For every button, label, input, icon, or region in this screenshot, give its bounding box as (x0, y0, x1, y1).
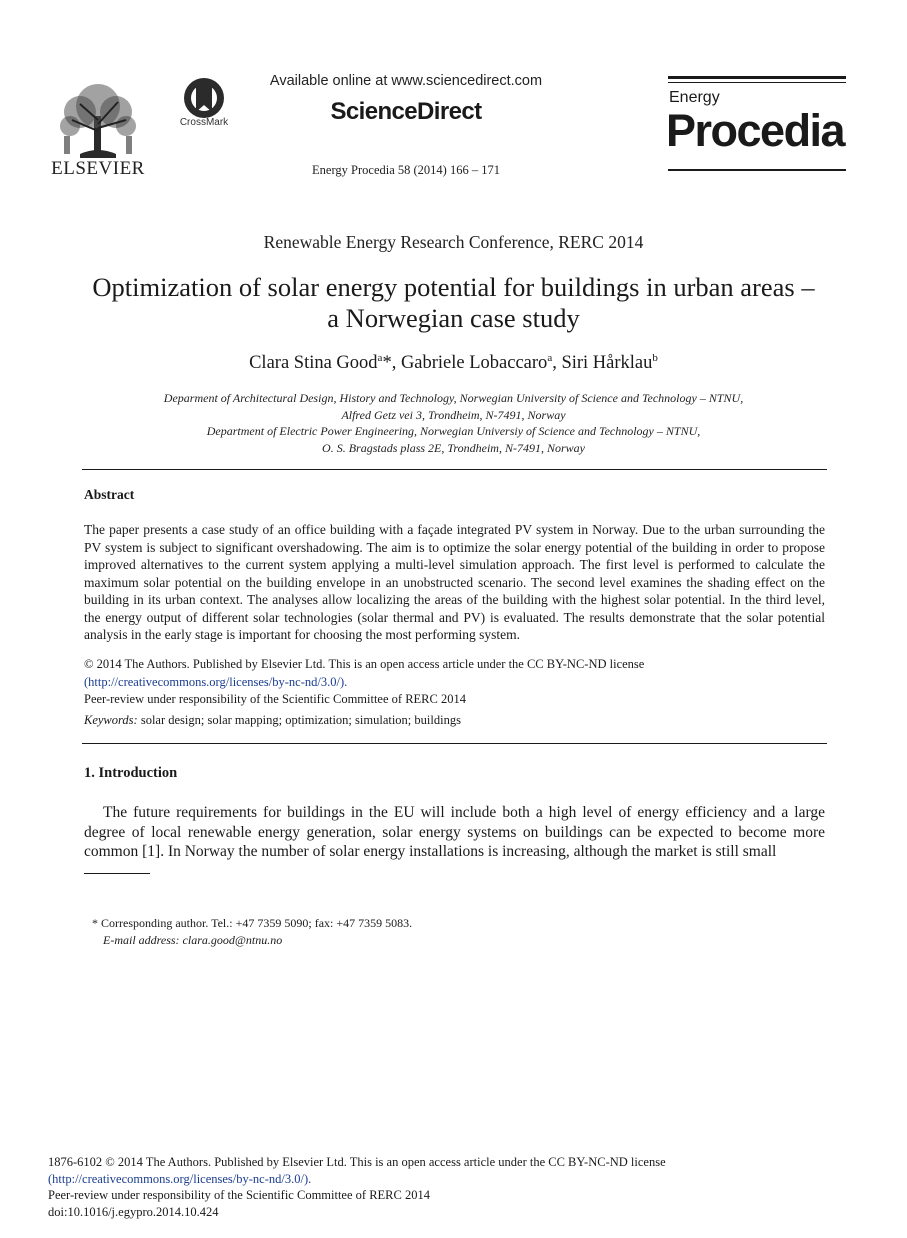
email-address: E-mail address: clara.good@ntnu.no (103, 933, 283, 947)
corresponding-author-note: * Corresponding author. Tel.: +47 7359 5090; fax: +47 7359 5083. (92, 916, 413, 930)
journal-logo-rule (668, 82, 846, 83)
paper-title-line: a Norwegian case study (327, 303, 580, 333)
copyright-line: © 2014 The Authors. Published by Elsevier Ltd. This is an open access article under the CC BY-NC-ND license (84, 657, 645, 671)
affiliation-line: Department of Electric Power Engineering, Norwegian Universiy of Science and Technology – NTNU, (206, 424, 701, 438)
footnote-rule (84, 873, 150, 874)
introduction-paragraph: The future requirements for buildings in the EU will include both a high level of energy efficiency and a large degree of local renewable energy generation, solar energy systems on buildings can be expected to become more common [1]. In Norway the number of solar energy installations is increasing, although the market is still small (84, 804, 825, 860)
peer-review-line: Peer-review under responsibility of the Scientific Committee of RERC 2014 (84, 692, 466, 706)
issn-copyright-line: 1876-6102 © 2014 The Authors. Published by Elsevier Ltd. This is an open access article under the CC BY-NC-ND license (48, 1155, 666, 1169)
doi: doi:10.1016/j.egypro.2014.10.424 (48, 1204, 219, 1219)
journal-logo-rule (668, 169, 846, 171)
paper-title-line: Optimization of solar energy potential for buildings in urban areas – (92, 272, 815, 302)
sciencedirect-brand: ScienceDirect (330, 98, 482, 125)
author-affiliation-mark: b (652, 352, 658, 364)
license-link[interactable]: (http://creativecommons.org/licenses/by-nc-nd/3.0/). (84, 674, 348, 689)
journal-citation: Energy Procedia 58 (2014) 166 – 171 (312, 163, 500, 177)
section-heading-introduction: 1. Introduction (84, 765, 178, 781)
author-affiliation-mark: a (547, 352, 553, 364)
affiliation-line: Alfred Getz vei 3, Trondheim, N-7491, Norway (341, 407, 566, 422)
author-separator: , (552, 353, 562, 374)
journal-logo-procedia: Procedia (666, 105, 845, 156)
crossmark-label: CrossMark (179, 117, 229, 128)
author-name: Clara Stina Good (249, 353, 378, 374)
journal-logo-rule (668, 76, 846, 79)
available-online-text[interactable]: Available online at www.sciencedirect.com (269, 73, 543, 89)
keywords (84, 713, 825, 728)
author-separator: , (391, 353, 401, 374)
section-divider (82, 469, 827, 470)
affiliation-line: O. S. Bragstads plass 2E, Trondheim, N-7491, Norway (322, 440, 585, 455)
section-divider (82, 743, 827, 744)
abstract-text: The paper presents a case study of an office building with a façade integrated PV system in Norway. Due to the urban surrounding the PV system is subject to significant overshadowing. The aim is to optimize the solar energy potential of the building in order to propose improved alternatives to the current system applying a multi-level simulation approach. The first level is performed to calculate the maximum solar potential on the building envelope in an unobstructed scenario. The second level examines the shading effect on the building in its urban context. The analyses allow localizing the areas of the building with the highest solar potential. In the third level, the energy output of different solar technologies (solar thermal and PV) is evaluated. The results demonstrate that the solar potential analysis in the early stage is important for choosing the most performing system. (84, 522, 825, 642)
author-affiliation-mark: a (377, 352, 383, 364)
footer-license-link[interactable]: (http://creativecommons.org/licenses/by-nc-nd/3.0/). (48, 1171, 312, 1186)
page-footer (48, 1154, 868, 1220)
conference-name: Renewable Energy Research Conference, RERC 2014 (263, 232, 644, 252)
keywords-label: Keywords: (84, 713, 138, 727)
paper-title (60, 272, 847, 334)
affiliation-line: Deparment of Architectural Design, History and Technology, Norwegian University of Science and Technology – NTNU, (163, 391, 744, 405)
footer-peer-review: Peer-review under responsibility of the Scientific Committee of RERC 2014 (48, 1188, 430, 1202)
author-list (0, 352, 907, 374)
abstract-heading: Abstract (84, 487, 135, 502)
journal-logo-energy: Energy (669, 89, 720, 106)
keywords-list: solar design; solar mapping; optimization; simulation; buildings (137, 713, 461, 727)
author-name: Siri Hårklau (561, 353, 653, 374)
author-name: Gabriele Lobaccaro (400, 353, 548, 374)
license-block (84, 656, 825, 709)
corresponding-mark: * (382, 353, 392, 374)
affiliations (80, 390, 827, 456)
publisher-name: ELSEVIER (51, 158, 145, 179)
footnote (92, 915, 412, 949)
